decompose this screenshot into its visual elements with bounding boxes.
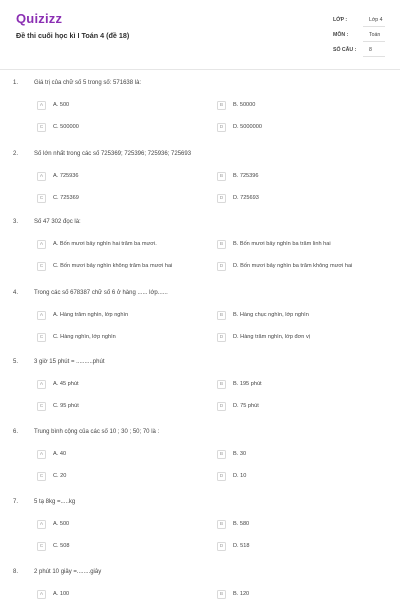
option-letter-box[interactable]: A bbox=[37, 311, 46, 320]
class-underline bbox=[363, 26, 385, 27]
question-text: 5 tạ 8kg =.....kg bbox=[34, 499, 76, 505]
option-letter-box[interactable]: B bbox=[217, 380, 226, 389]
option-letter-box[interactable]: D bbox=[217, 194, 226, 203]
option-letter-box[interactable]: C bbox=[37, 472, 46, 481]
subject-value: Toán bbox=[369, 32, 381, 38]
option-text: D. 75 phút bbox=[233, 403, 259, 409]
worksheet-header bbox=[0, 0, 400, 70]
option-letter-box[interactable]: D bbox=[217, 402, 226, 411]
option-letter-box[interactable]: C bbox=[37, 333, 46, 342]
question-number: 4. bbox=[13, 290, 19, 296]
question-number: 7. bbox=[13, 499, 19, 505]
option-text: B. 50000 bbox=[233, 102, 256, 108]
question-count-value: 8 bbox=[369, 47, 372, 53]
option-text: A. Bốn mươi bảy nghìn hai trăm ba mươi. bbox=[53, 241, 157, 247]
question-count-underline bbox=[363, 56, 385, 57]
option-text: A. 725936 bbox=[53, 173, 79, 179]
option-text: D. Bốn mươi bảy nghìn ba trăm không mươi hai bbox=[233, 263, 353, 269]
question-text: 2 phút 10 giây =........giây bbox=[34, 569, 102, 575]
subject-label: MÔN : bbox=[333, 32, 349, 38]
option-text: C. 500000 bbox=[53, 124, 79, 130]
question-text: 3 giờ 15 phút = ..........phút bbox=[34, 359, 105, 365]
question-text: Số 47 302 đọc là: bbox=[34, 219, 81, 225]
option-letter-box[interactable]: B bbox=[217, 311, 226, 320]
option-letter-box[interactable]: A bbox=[37, 240, 46, 249]
option-text: B. 30 bbox=[233, 451, 247, 457]
option-text: D. 10 bbox=[233, 473, 247, 479]
question-number: 2. bbox=[13, 151, 19, 157]
question-count-label: SỐ CÂU : bbox=[333, 47, 357, 53]
header-divider bbox=[0, 69, 400, 70]
question-text: Giá trị của chữ số 5 trong số: 571638 là: bbox=[34, 80, 142, 86]
question-number: 6. bbox=[13, 429, 19, 435]
option-text: C. 508 bbox=[53, 543, 70, 549]
option-letter-box[interactable]: B bbox=[217, 172, 226, 181]
option-text: C. 725369 bbox=[53, 195, 79, 201]
option-letter-box[interactable]: A bbox=[37, 450, 46, 459]
subject-underline bbox=[363, 41, 385, 42]
option-text: D. 518 bbox=[233, 543, 250, 549]
question-text: Số lớn nhất trong các số 725369; 725396; 725936; 725693 bbox=[34, 151, 192, 157]
quizizz-logo: Quizizz bbox=[16, 11, 63, 26]
option-text: B. Bốn mươi bảy nghìn ba trăm linh hai bbox=[233, 241, 331, 247]
option-text: A. 45 phút bbox=[53, 381, 79, 387]
option-letter-box[interactable]: D bbox=[217, 472, 226, 481]
option-text: B. Hàng chục nghìn, lớp nghìn bbox=[233, 312, 309, 318]
option-letter-box[interactable]: D bbox=[217, 542, 226, 551]
option-letter-box[interactable]: B bbox=[217, 590, 226, 599]
option-text: B. 195 phút bbox=[233, 381, 262, 387]
option-letter-box[interactable]: A bbox=[37, 101, 46, 110]
class-label: LỚP : bbox=[333, 17, 348, 23]
option-text: A. 100 bbox=[53, 591, 70, 597]
option-letter-box[interactable]: D bbox=[217, 333, 226, 342]
option-letter-box[interactable]: C bbox=[37, 262, 46, 271]
question-text: Trong các số 678387 chữ số 6 ở hàng ...... lớp...... bbox=[34, 290, 168, 296]
option-text: D. Hàng trăm nghìn, lớp đơn vị bbox=[233, 334, 310, 340]
option-text: B. 725396 bbox=[233, 173, 259, 179]
option-text: B. 580 bbox=[233, 521, 250, 527]
option-letter-box[interactable]: D bbox=[217, 123, 226, 132]
option-letter-box[interactable]: B bbox=[217, 520, 226, 529]
question-number: 3. bbox=[13, 219, 19, 225]
option-text: C. 20 bbox=[53, 473, 67, 479]
option-text: D. 5000000 bbox=[233, 124, 262, 130]
class-value: Lớp 4 bbox=[369, 17, 383, 23]
option-letter-box[interactable]: B bbox=[217, 101, 226, 110]
option-text: B. 120 bbox=[233, 591, 250, 597]
option-letter-box[interactable]: B bbox=[217, 450, 226, 459]
option-letter-box[interactable]: C bbox=[37, 542, 46, 551]
option-letter-box[interactable]: A bbox=[37, 520, 46, 529]
option-text: C. 95 phút bbox=[53, 403, 79, 409]
option-letter-box[interactable]: B bbox=[217, 240, 226, 249]
question-text: Trung bình cộng của các số 10 ; 30 ; 50; 70 là : bbox=[34, 429, 160, 435]
option-letter-box[interactable]: A bbox=[37, 380, 46, 389]
option-letter-box[interactable]: A bbox=[37, 172, 46, 181]
option-letter-box[interactable]: C bbox=[37, 402, 46, 411]
option-letter-box[interactable]: D bbox=[217, 262, 226, 271]
option-text: C. Hàng nghìn, lớp nghìn bbox=[53, 334, 116, 340]
option-letter-box[interactable]: C bbox=[37, 123, 46, 132]
option-text: D. 725693 bbox=[233, 195, 259, 201]
option-letter-box[interactable]: C bbox=[37, 194, 46, 203]
option-letter-box[interactable]: A bbox=[37, 590, 46, 599]
question-number: 1. bbox=[13, 80, 19, 86]
option-text: A. Hàng trăm nghìn, lớp nghìn bbox=[53, 312, 129, 318]
option-text: C. Bốn mươi bảy nghìn không trăm ba mươi hai bbox=[53, 263, 173, 269]
worksheet-title: Đề thi cuối học kì I Toán 4 (đề 18) bbox=[16, 31, 130, 40]
question-number: 5. bbox=[13, 359, 19, 365]
question-number: 8. bbox=[13, 569, 19, 575]
option-text: A. 500 bbox=[53, 521, 70, 527]
option-text: A. 500 bbox=[53, 102, 70, 108]
option-text: A. 40 bbox=[53, 451, 67, 457]
